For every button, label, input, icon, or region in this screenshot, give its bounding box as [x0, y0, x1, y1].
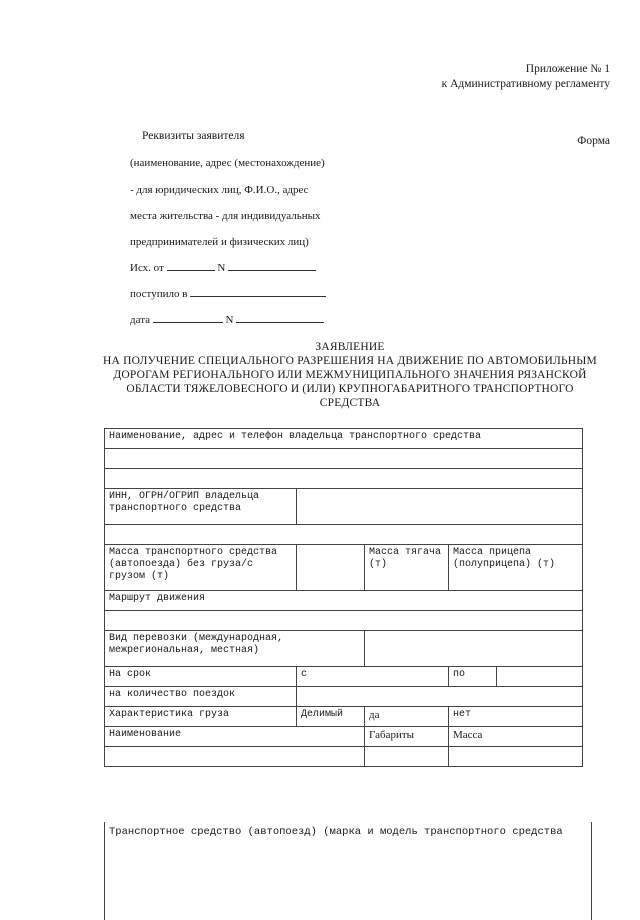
owner-field[interactable]	[105, 449, 583, 469]
name-field[interactable]	[105, 747, 365, 767]
mass-vehicle-label: Масса транспортного средства (автопоезда) без груза/с грузом (т)	[105, 545, 297, 591]
owner-label: Наименование, адрес и телефон владельца транспортного средства	[105, 429, 583, 449]
dimensions-field[interactable]	[365, 747, 449, 767]
requisites-line-3: места жительства - для индивидуальных	[130, 210, 321, 222]
document-title	[100, 340, 600, 410]
title-line-3: ДОРОГАМ РЕГИОНАЛЬНОГО ИЛИ МЕЖМУНИЦИПАЛЬНОГО ЗНАЧЕНИЯ РЯЗАНСКОЙ	[113, 369, 587, 381]
application-table	[104, 428, 583, 767]
form-label: Форма	[577, 135, 610, 147]
date-n-label: N	[225, 314, 234, 326]
mass-field[interactable]	[449, 747, 583, 767]
inn-field-2[interactable]	[105, 525, 583, 545]
route-label: Маршрут движения	[105, 591, 583, 611]
title-line-5: СРЕДСТВА	[319, 397, 381, 409]
title-line-2: НА ПОЛУЧЕНИЕ СПЕЦИАЛЬНОГО РАЗРЕШЕНИЯ НА ДВИЖЕНИЕ ПО АВТОМОБИЛЬНЫМ	[103, 355, 597, 367]
term-to-label: по	[449, 667, 497, 687]
vehicle-label: Транспортное средство (автопоезд) (марка и модель транспортного средства	[104, 822, 592, 920]
requisites-title: Реквизиты заявителя	[142, 130, 245, 142]
inn-label: ИНН, ОГРН/ОГРИП владельца транспортного средства	[105, 489, 297, 525]
yes-label: да	[365, 707, 449, 727]
outgoing-n-label: N	[217, 262, 226, 274]
title-line-4: ОБЛАСТИ ТЯЖЕЛОВЕСНОГО И (ИЛИ) КРУПНОГАБАРИТНОГО ТРАНСПОРТНОГО	[126, 383, 574, 395]
outgoing-number-field[interactable]	[228, 260, 316, 271]
transport-type-label: Вид перевозки (международная, межрегиональная, местная)	[105, 631, 365, 667]
name-label: Наименование	[105, 727, 365, 747]
term-to-field[interactable]	[497, 667, 583, 687]
title-line-1: ЗАЯВЛЕНИЕ	[315, 341, 385, 353]
owner-field-2[interactable]	[105, 469, 583, 489]
mass-vehicle-field[interactable]	[297, 545, 365, 591]
requisites-line-2: - для юридических лиц, Ф.И.О., адрес	[130, 184, 309, 196]
cargo-char-label: Характеристика груза	[105, 707, 297, 727]
mass-trailer-label: Масса прицепа (полуприцепа) (т)	[449, 545, 583, 591]
trips-field[interactable]	[297, 687, 583, 707]
mass-tractor-label: Масса тягача (т)	[365, 545, 449, 591]
requisites-line-4: предпринимателей и физических лиц)	[130, 236, 309, 248]
requisites-line-1: (наименование, адрес (местонахождение)	[130, 157, 325, 169]
received-field[interactable]	[190, 286, 326, 297]
appendix-number: Приложение № 1	[525, 63, 610, 75]
term-label: На срок	[105, 667, 297, 687]
date-row	[130, 312, 324, 326]
term-from-label: с	[297, 667, 449, 687]
divisible-label: Делимый	[297, 707, 365, 727]
route-field[interactable]	[105, 611, 583, 631]
mass-label: Масса	[449, 727, 583, 747]
outgoing-date-field[interactable]	[167, 260, 215, 271]
appendix-regulation: к Административному регламенту	[441, 78, 610, 90]
outgoing-number-row	[130, 260, 316, 274]
date-label: дата	[130, 314, 151, 326]
outgoing-label: Исх. от	[130, 262, 164, 274]
date-field[interactable]	[153, 312, 223, 323]
received-row	[130, 286, 326, 300]
date-number-field[interactable]	[236, 312, 324, 323]
no-label: нет	[449, 707, 583, 727]
appendix-header	[442, 62, 610, 92]
received-label: поступило в	[130, 288, 188, 300]
dimensions-label: Габариты	[365, 727, 449, 747]
trips-label: на количество поездок	[105, 687, 297, 707]
inn-field[interactable]	[297, 489, 583, 525]
transport-type-field[interactable]	[365, 631, 583, 667]
